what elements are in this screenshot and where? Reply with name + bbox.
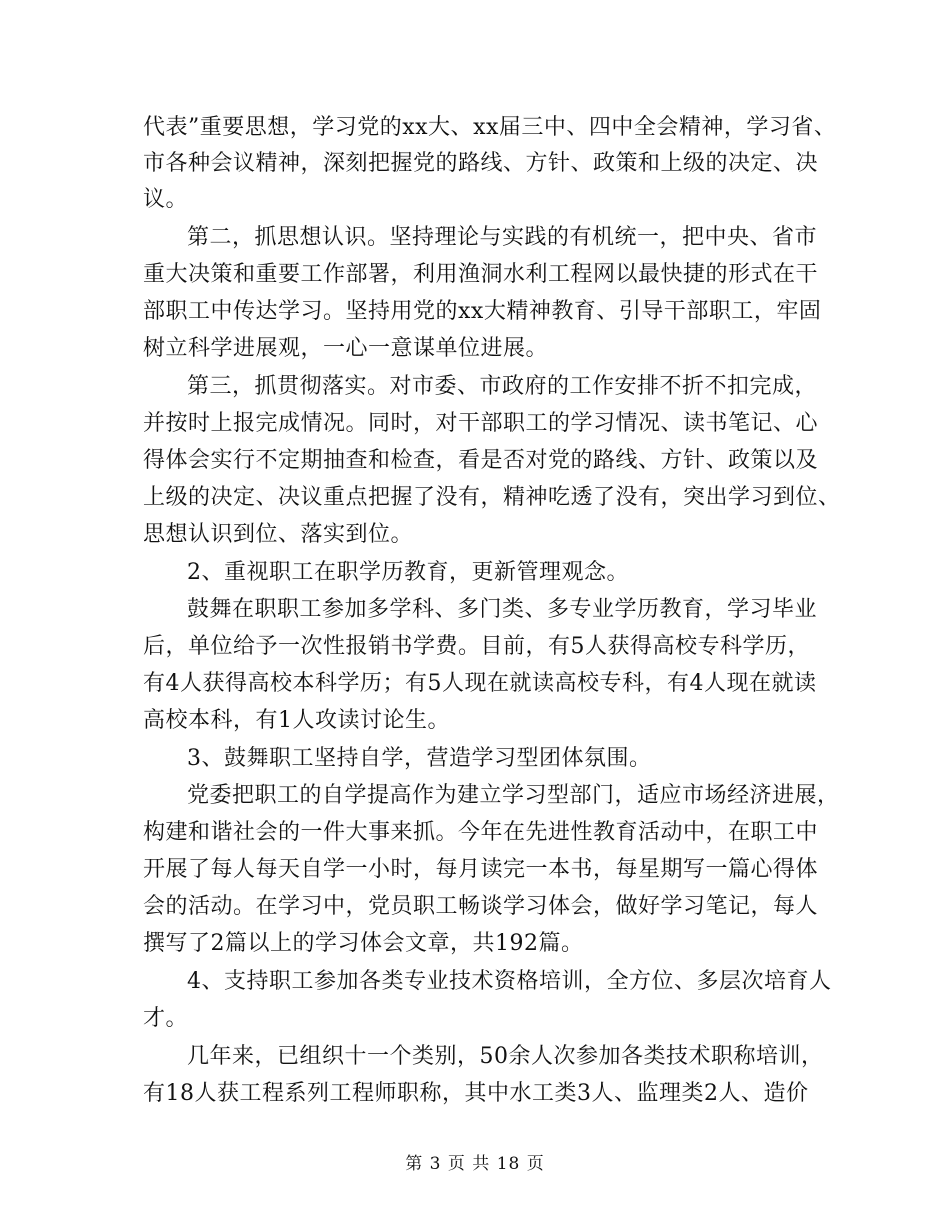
text-line: 有18人获工程系列工程师职称，其中水工类3人、监理类2人、造价 <box>143 1081 809 1106</box>
text-line: 并按时上报完成情况。同时，对干部职工的学习情况、读书笔记、心 <box>143 411 819 436</box>
text-line: 撰写了2篇以上的学习体会文章，共192篇。 <box>143 931 584 956</box>
paragraph-start: 第二，抓思想认识。坚持理论与实践的有机统一，把中央、省市 <box>187 225 818 250</box>
paragraph-start: 几年来，已组织十一个类别，50余人次参加各类技术职称培训， <box>187 1044 824 1069</box>
total-page-count: 18 <box>496 1154 521 1174</box>
text-line: 上级的决定、决议重点把握了没有，精神吃透了没有，突出学习到位、 <box>143 485 841 510</box>
text-line: 重大决策和重要工作部署，利用渔洞水利工程网以最快捷的形式在干 <box>143 262 819 287</box>
current-page-number: 3 <box>429 1154 442 1174</box>
text-line: 思想认识到位、落实到位。 <box>143 522 414 547</box>
text-line: 议。 <box>143 187 189 212</box>
page-footer <box>0 1152 950 1176</box>
text-line: 会的活动。在学习中，党员职工畅谈学习体会，做好学习笔记，每人 <box>143 894 819 919</box>
text-line: 部职工中传达学习。坚持用党的xx大精神教育、引导干部职工，牢固 <box>143 299 822 324</box>
footer-middle: 页 共 <box>447 1154 491 1174</box>
text-line: 后，单位给予一次性报销书学费。目前，有5人获得高校专科学历， <box>143 634 810 659</box>
text-line: 开展了每人每天自学一小时，每月读完一本书，每星期写一篇心得体 <box>143 857 819 882</box>
paragraph-start: 鼓舞在职职工参加多学科、多门类、多专业学历教育，学习毕业 <box>187 597 818 622</box>
text-line: 代表”重要思想，学习党的xx大、xx届三中、四中全会精神，学习省、 <box>143 115 837 140</box>
text-line: 树立科学进展观，一心一意谋单位进展。 <box>143 336 549 361</box>
text-line: 得体会实行不定期抽查和检查，看是否对党的路线、方针、政策以及 <box>143 448 819 473</box>
footer-suffix: 页 <box>526 1154 545 1174</box>
text-line: 有4人获得高校本科学历；有5人现在就读高校专科，有4人现在就读 <box>143 671 817 696</box>
text-line: 才。 <box>143 1006 189 1031</box>
text-line: 市各种会议精神，深刻把握党的路线、方针、政策和上级的决定、决 <box>143 151 819 176</box>
text-line: 高校本科，有1人攻读讨论生。 <box>143 708 450 733</box>
section-heading: 4、支持职工参加各类专业技术资格培训，全方位、多层次培育人 <box>187 969 832 994</box>
paragraph-start: 第三，抓贯彻落实。对市委、市政府的工作安排不折不扣完成， <box>187 374 818 399</box>
section-heading: 3、鼓舞职工坚持自学，营造学习型团体氛围。 <box>187 746 652 771</box>
paragraph-start: 党委把职工的自学提高作为建立学习型部门，适应市场经济进展， <box>187 783 840 808</box>
text-line: 构建和谐社会的一件大事来抓。今年在先进性教育活动中，在职工中 <box>143 820 819 845</box>
section-heading: 2、重视职工在职学历教育，更新管理观念。 <box>187 560 629 585</box>
footer-prefix: 第 <box>405 1154 424 1174</box>
